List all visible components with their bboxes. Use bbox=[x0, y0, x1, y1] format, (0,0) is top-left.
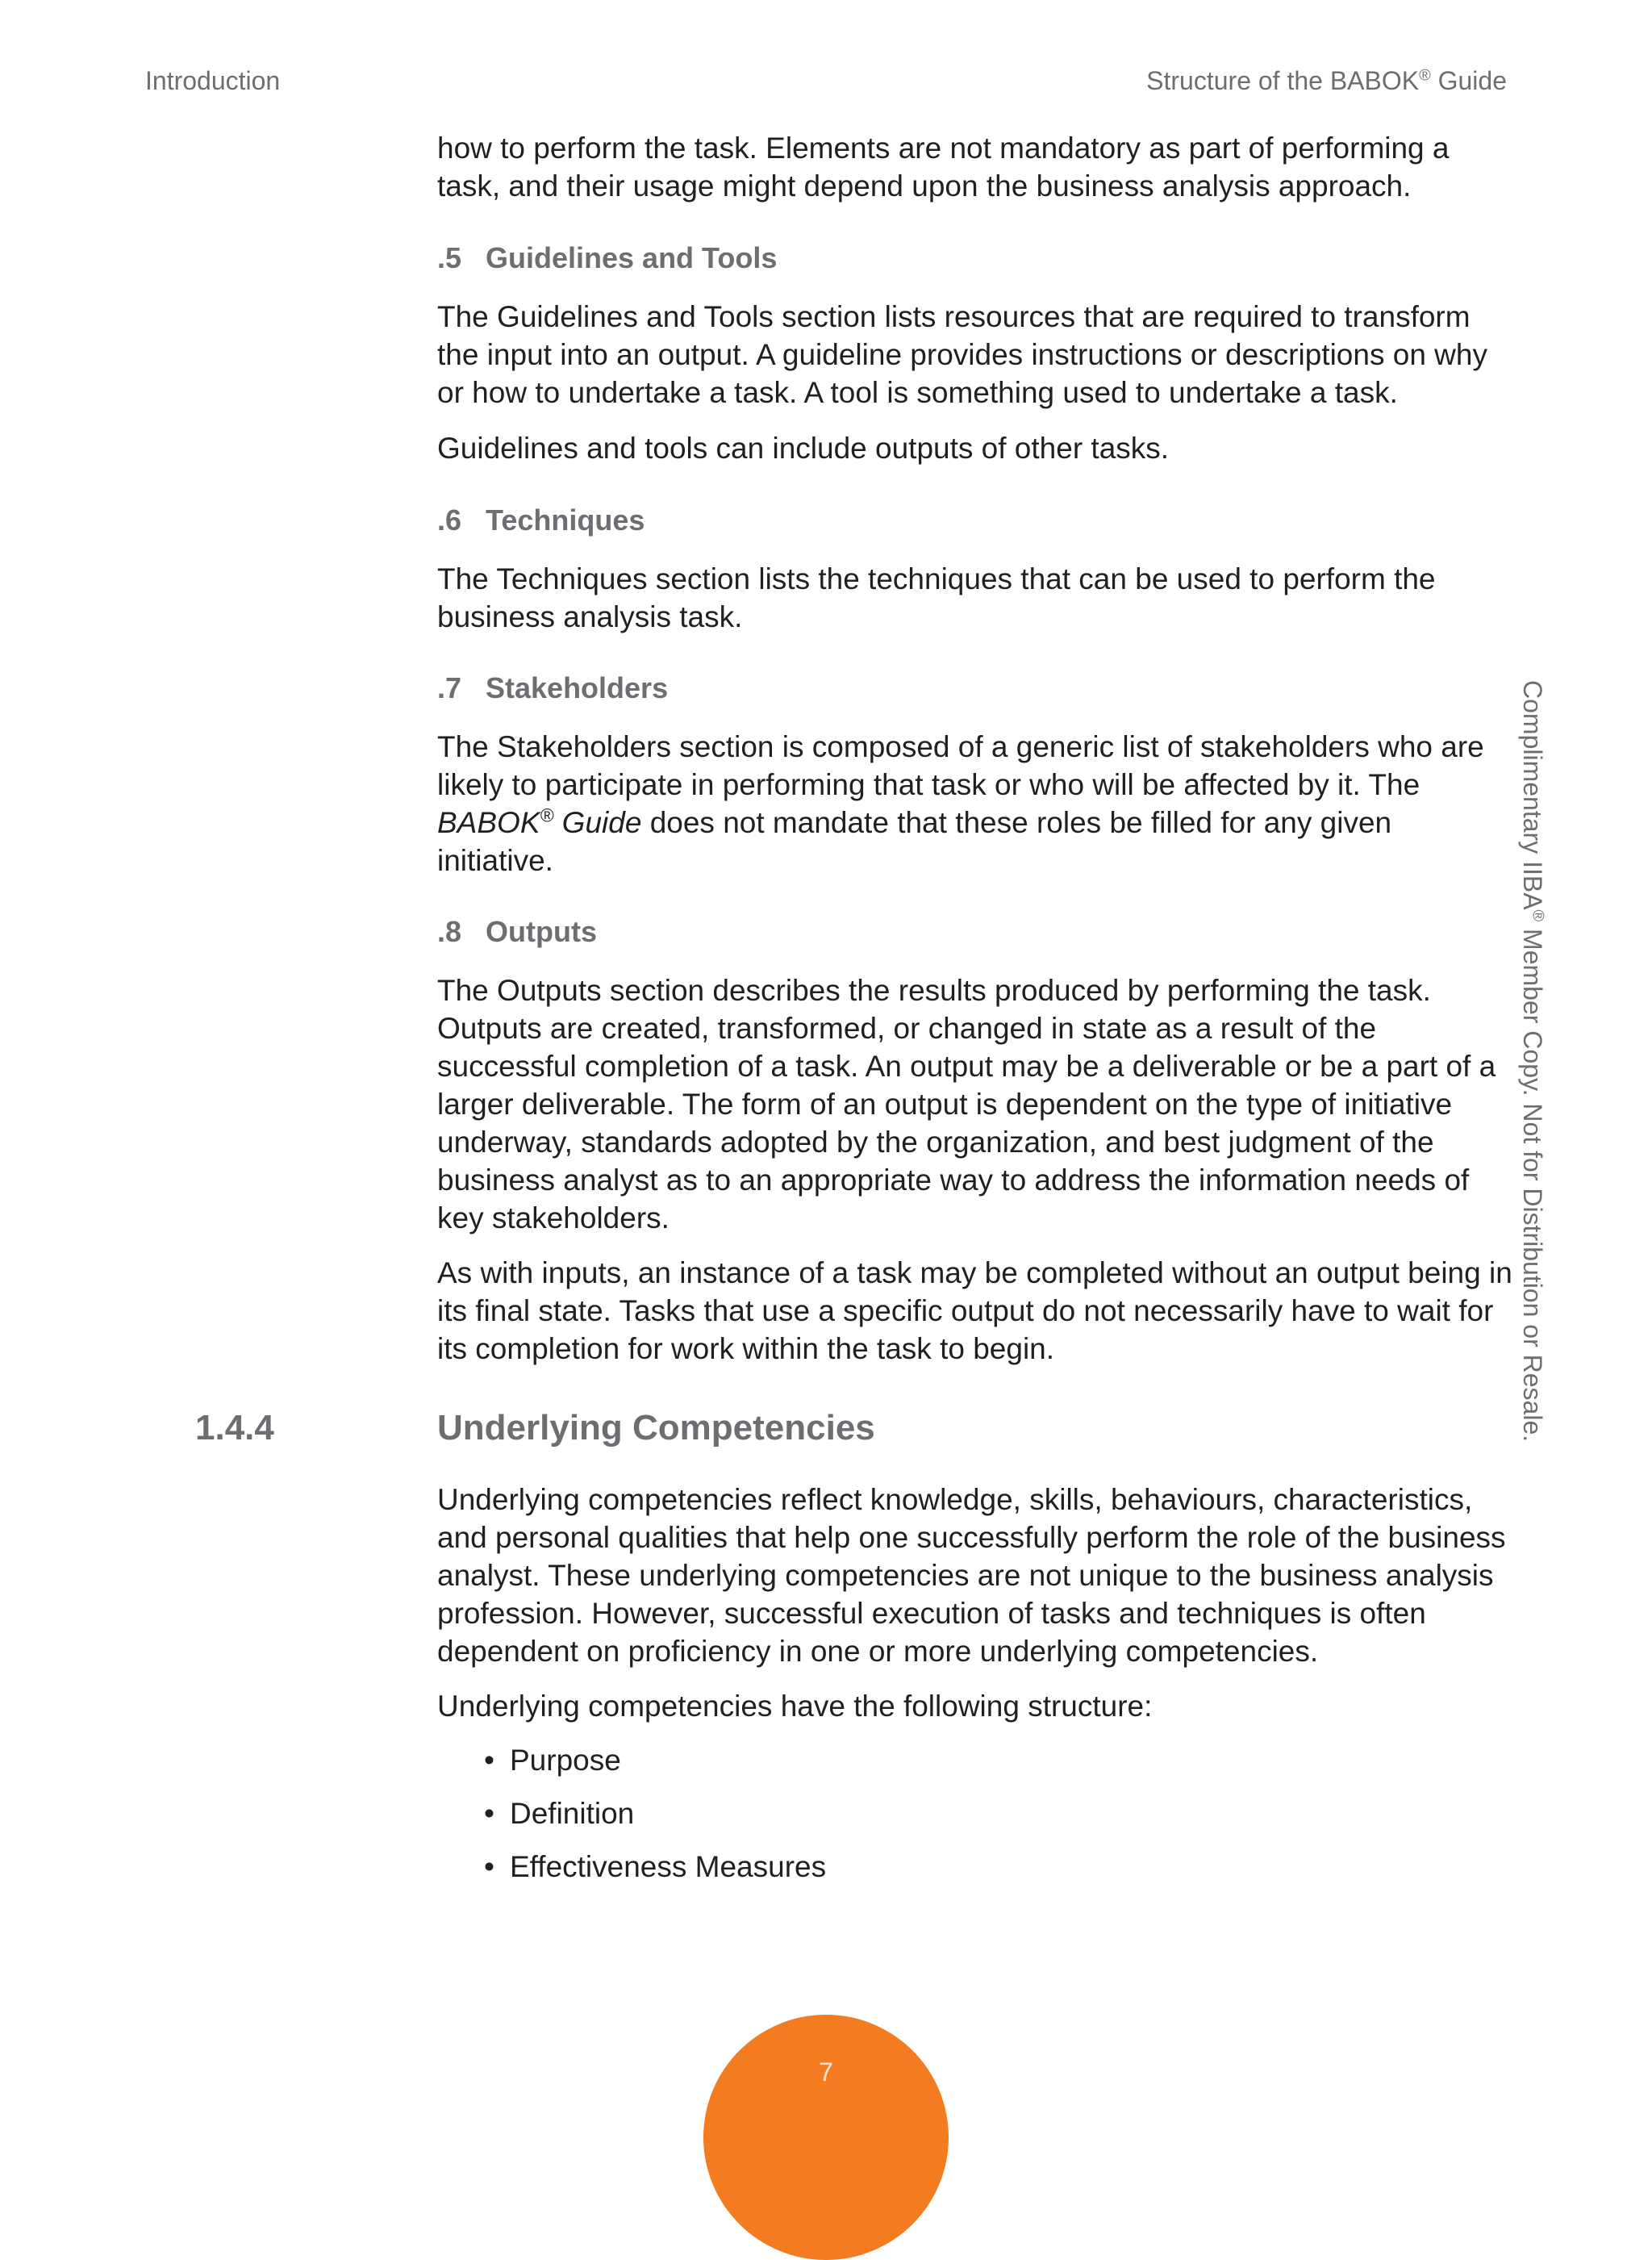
side-note-end: Member Copy. Not for Distribution or Resale. bbox=[1518, 921, 1547, 1443]
babok-word: BABOK bbox=[437, 806, 540, 839]
subsection-title: Guidelines and Tools bbox=[486, 241, 778, 274]
running-header-left: Introduction bbox=[145, 66, 281, 95]
header-title-text: Structure of the BABOK bbox=[1146, 66, 1420, 95]
bullet: • bbox=[484, 1744, 494, 1777]
list-item bbox=[484, 1741, 826, 1794]
subsection-number: .8 bbox=[437, 915, 462, 948]
side-copyright-note bbox=[1513, 680, 1549, 1455]
page-number-badge bbox=[703, 2015, 949, 2260]
section-number: 1.4.4 bbox=[195, 1408, 274, 1447]
intro-continuation-paragraph: how to perform the task. Elements are not mandatory as part of performing a task, and their usage might depend upon the business analysis approach. bbox=[437, 132, 1450, 203]
outputs-paragraph-1: The Outputs section describes the results produced by performing the task. Outputs are created, transformed, or changed in state as a result of the successful completion of a task. An output may be a deliverable or be a part of a larger deliverable. The form of an output is dependent on the type of initiative underway, standards adopted by the organization, and best judgment of the business analyst as to an appropriate way to address the information needs of key stakeholders. bbox=[437, 974, 1496, 1234]
competencies-paragraph-2: Underlying competencies have the following structure: bbox=[437, 1690, 1153, 1723]
babok-title bbox=[437, 806, 641, 839]
list-item-text: Definition bbox=[510, 1797, 635, 1830]
subsection-heading-guidelines bbox=[437, 240, 777, 276]
subsection-title: Outputs bbox=[486, 915, 597, 948]
guidelines-paragraph-2: Guidelines and tools can include outputs of other tasks. bbox=[437, 432, 1170, 465]
bullet: • bbox=[484, 1850, 494, 1883]
subsection-heading-outputs bbox=[437, 914, 597, 950]
stakeholders-paragraph bbox=[437, 728, 1515, 879]
subsection-number: .7 bbox=[437, 671, 462, 704]
list-item bbox=[484, 1794, 826, 1848]
header-title-suffix: Guide bbox=[1430, 66, 1507, 95]
subsection-title: Stakeholders bbox=[486, 671, 669, 704]
competencies-paragraph-1: Underlying competencies reflect knowledge, skills, behaviours, characteristics, and personal qualities that help one successfully perform the role of the business analyst. These underlying competencies are not unique to the business analysis profession. However, successful execution of tasks and techniques is often dependent on proficiency in one or more underlying competencies. bbox=[437, 1483, 1506, 1668]
registered-mark: ® bbox=[540, 804, 554, 826]
subsection-heading-stakeholders bbox=[437, 670, 668, 706]
subsection-number: .5 bbox=[437, 241, 462, 274]
registered-mark: ® bbox=[1419, 66, 1431, 85]
list-item-text: Purpose bbox=[510, 1744, 621, 1777]
bullet: • bbox=[484, 1797, 494, 1830]
running-header-right bbox=[1146, 65, 1507, 97]
guide-word: Guide bbox=[553, 806, 642, 839]
subsection-title: Techniques bbox=[486, 503, 645, 537]
guidelines-paragraph-1: The Guidelines and Tools section lists resources that are required to transform the input into an output. A guideline provides instructions or descriptions on why or how to undertake a task. A tool is something used to undertake a task. bbox=[437, 300, 1487, 409]
list-item-text: Effectiveness Measures bbox=[510, 1850, 827, 1883]
subsection-number: .6 bbox=[437, 503, 462, 537]
registered-mark: ® bbox=[1529, 909, 1547, 922]
side-note-start: Complimentary IIBA bbox=[1518, 680, 1547, 910]
page-number: 7 bbox=[819, 2057, 833, 2087]
stakeholders-text-end: does not mandate that these roles be filled for any given initiative. bbox=[437, 806, 1392, 877]
list-item bbox=[484, 1848, 826, 1901]
section-title: Underlying Competencies bbox=[437, 1408, 875, 1447]
subsection-heading-techniques bbox=[437, 503, 645, 538]
stakeholders-text-start: The Stakeholders section is composed of a generic list of stakeholders who are likely to participate in performing that task or who will be affected by it. The bbox=[437, 730, 1484, 801]
techniques-paragraph: The Techniques section lists the techniques that can be used to perform the business analysis task. bbox=[437, 562, 1436, 633]
outputs-paragraph-2: As with inputs, an instance of a task may be completed without an output being in its final state. Tasks that use a specific output do not necessarily have to wait for its completion for work within the task to begin. bbox=[437, 1256, 1512, 1365]
competency-structure-list bbox=[484, 1741, 826, 1901]
